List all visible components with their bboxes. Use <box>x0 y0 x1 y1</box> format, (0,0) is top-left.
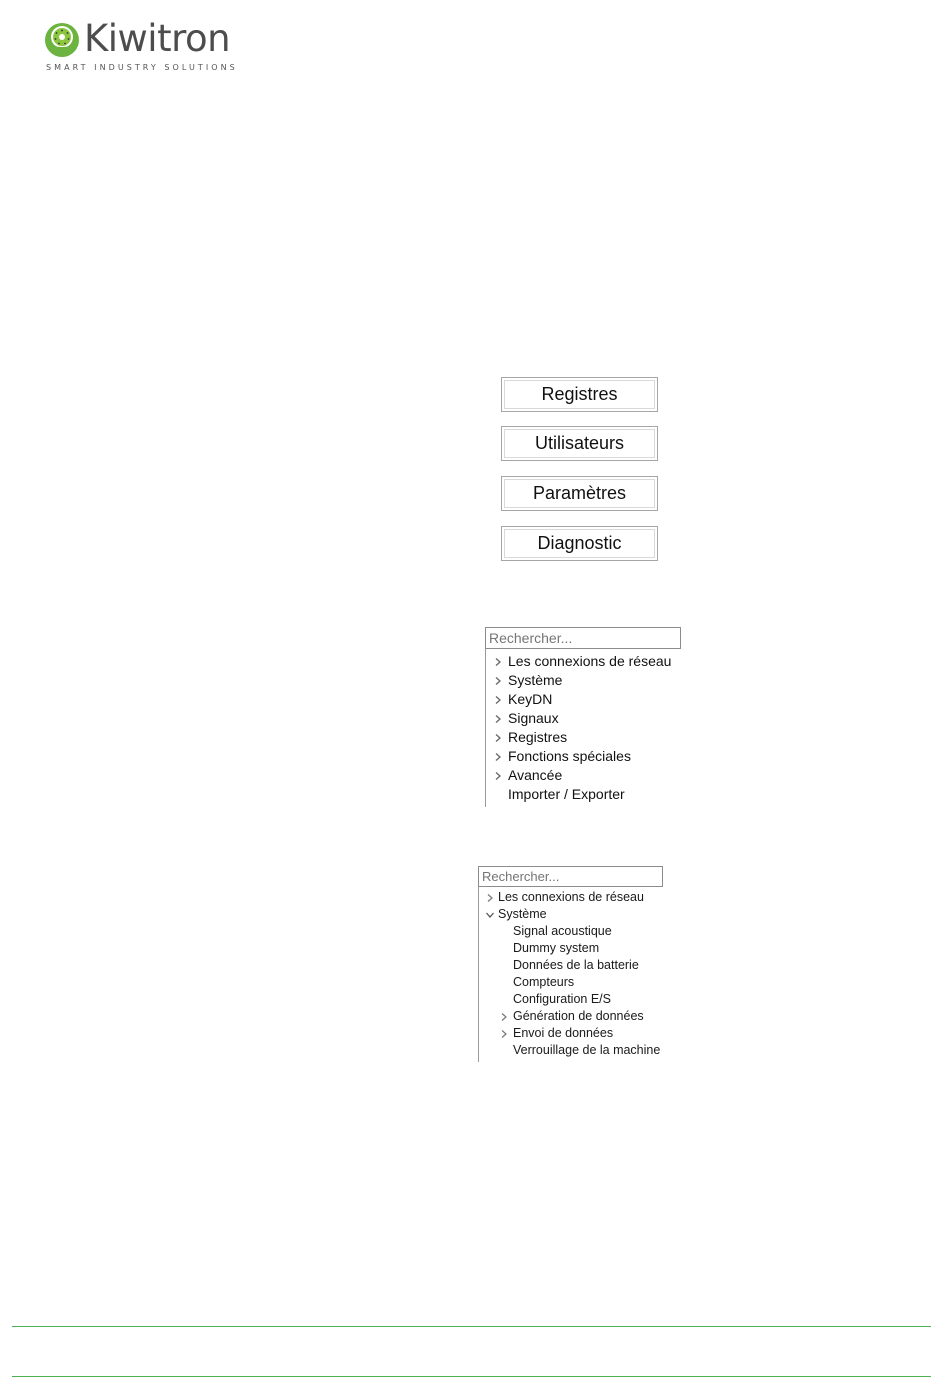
tree-item-reseau[interactable] <box>493 653 671 669</box>
registres-button[interactable]: Registres <box>501 377 658 412</box>
tree-item-verrouillage[interactable] <box>513 1043 660 1057</box>
search-input[interactable] <box>485 627 681 649</box>
footer-divider-top <box>12 1326 931 1327</box>
tree-item-label: Données de la batterie <box>513 958 639 972</box>
tree-item-importer[interactable] <box>493 786 625 802</box>
tree-border <box>485 649 486 807</box>
tree-item-label: Avancée <box>508 767 563 783</box>
chevron-down-icon <box>485 910 495 920</box>
tree-item-registres[interactable] <box>493 729 567 745</box>
tree-item-avancee[interactable] <box>493 767 562 783</box>
tree-item-envoi-donnees[interactable] <box>499 1026 613 1040</box>
utilisateurs-button[interactable]: Utilisateurs <box>501 426 658 461</box>
chevron-right-icon <box>493 733 503 743</box>
tree-item-label: Les connexions de réseau <box>508 653 672 669</box>
chevron-right-icon <box>493 752 503 762</box>
tree-item-systeme[interactable] <box>485 907 547 921</box>
chevron-right-icon <box>493 657 503 667</box>
tree-item-generation-donnees[interactable] <box>499 1009 644 1023</box>
tree-item-label: Fonctions spéciales <box>508 748 631 764</box>
parametres-button[interactable]: Paramètres <box>501 476 658 511</box>
tree-item-donnees-batterie[interactable] <box>513 958 639 972</box>
kiwitron-logo <box>44 17 244 76</box>
chevron-right-icon <box>493 695 503 705</box>
tree-item-label: Système <box>508 672 563 688</box>
tree-item-keydn[interactable] <box>493 691 552 707</box>
tree-panel-collapsed <box>485 627 681 807</box>
tree-item-label: Verrouillage de la machine <box>513 1043 661 1057</box>
tree-item-label: Registres <box>508 729 568 745</box>
tree-item-label: Système <box>498 907 547 921</box>
brand-tagline: SMART INDUSTRY SOLUTIONS <box>46 63 238 72</box>
tree-item-configuration-es[interactable] <box>513 992 611 1006</box>
tree-item-signal-acoustique[interactable] <box>513 924 612 938</box>
diagnostic-button[interactable]: Diagnostic <box>501 526 658 561</box>
tree-item-label: Les connexions de réseau <box>498 890 644 904</box>
chevron-right-icon <box>493 771 503 781</box>
tree-item-systeme[interactable] <box>493 672 562 688</box>
tree-item-label: Configuration E/S <box>513 992 611 1006</box>
tree-item-compteurs[interactable] <box>513 975 574 989</box>
tree-item-signaux[interactable] <box>493 710 559 726</box>
footer-divider-bottom <box>12 1376 931 1377</box>
tree-item-label: KeyDN <box>508 691 553 707</box>
chevron-right-icon <box>499 1029 509 1039</box>
tree-item-label: Envoi de données <box>513 1026 614 1040</box>
brand-name: Kiwitron <box>84 17 231 60</box>
tree-item-label: Signaux <box>508 710 559 726</box>
kiwi-logo-icon <box>44 22 80 58</box>
tree-item-label: Signal acoustique <box>513 924 612 938</box>
chevron-right-icon <box>499 1012 509 1022</box>
tree-border <box>478 887 479 1062</box>
tree-item-label: Dummy system <box>513 941 600 955</box>
tree-item-fonctions[interactable] <box>493 748 631 764</box>
search-input[interactable] <box>478 866 663 887</box>
chevron-right-icon <box>485 893 495 903</box>
tree-item-label: Importer / Exporter <box>508 786 625 802</box>
chevron-right-icon <box>493 714 503 724</box>
tree-item-dummy-system[interactable] <box>513 941 599 955</box>
tree-item-label: Génération de données <box>513 1009 644 1023</box>
chevron-right-icon <box>493 676 503 686</box>
tree-item-reseau[interactable] <box>485 890 644 904</box>
tree-panel-expanded <box>478 866 663 1062</box>
tree-item-label: Compteurs <box>513 975 575 989</box>
